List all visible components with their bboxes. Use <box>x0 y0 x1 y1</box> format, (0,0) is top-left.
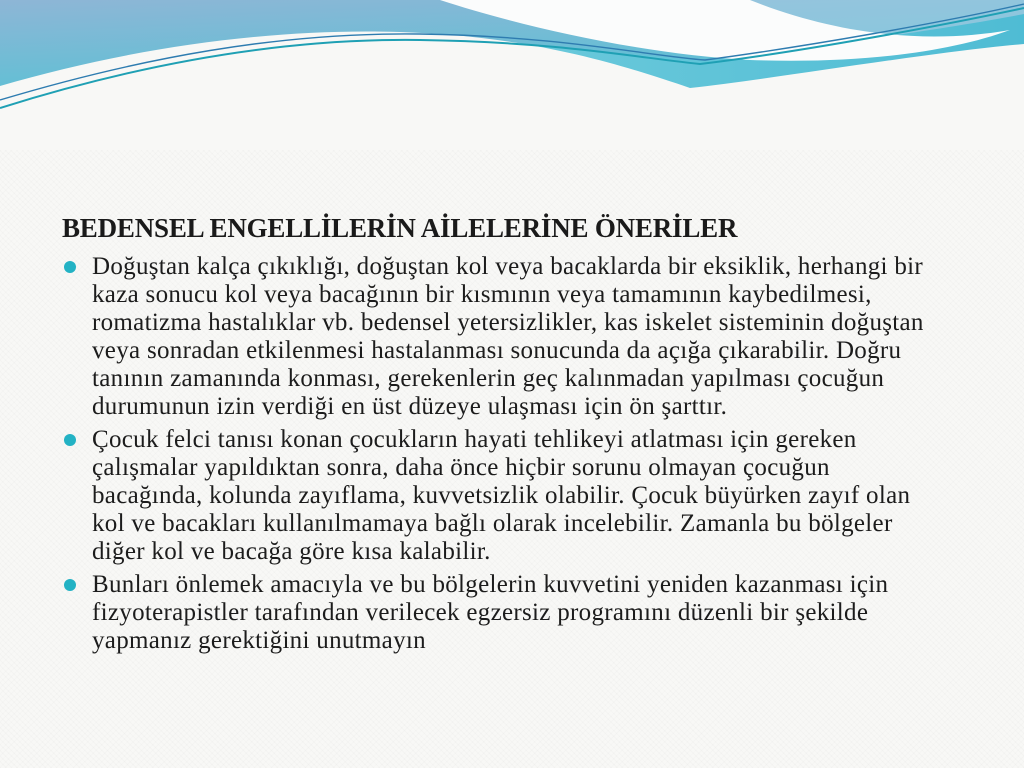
bullet-text: Bunları önlemek amacıyla ve bu bölgelerin kuvvetini yeniden kazanması için fizyoterapistler tarafından verilecek egzersiz programını düzenli bir şekilde yapmanız gerektiğini unutmayın <box>92 571 889 654</box>
bullet-text: Çocuk felci tanısı konan çocukların hayati tehlikeyi atlatması için gereken çalışmalar yapıldıktan sonra, daha önce hiçbir sorunu olmayan çocuğun bacağında, kolunda zayıflama, kuvvetsizlik olabilir. Çocuk büyürken zayıf olan kol ve bacakları kullanılmamaya bağlı olarak incelebilir. Zamanla bu bölgeler diğer kol ve bacağa göre kısa kalabilir. <box>92 426 911 565</box>
bullet-dot-icon <box>64 579 76 591</box>
bullet-item <box>62 571 942 655</box>
bullet-item <box>62 426 942 566</box>
bullet-dot-icon <box>64 434 76 446</box>
slide-content <box>62 0 960 660</box>
bullet-dot-icon <box>64 261 76 273</box>
bullet-text: Doğuştan kalça çıkıklığı, doğuştan kol veya bacaklarda bir eksiklik, herhangi bir kaza sonucu kol veya bacağının bir kısmının veya tamamının kaybedilmesi, romatizma hastalıklar vb. bedensel yetersizlikler, kas iskelet sisteminin doğuştan veya sonradan etkilenmesi hastalanması sonucunda da açığa çıkarabilir. Doğru tanının zamanında konması, gerekenlerin geç kalınmadan yapılması çocuğun durumunun izin verdiği en üst düzeye ulaşması için ön şarttır. <box>92 253 924 420</box>
slide-title: BEDENSEL ENGELLİLERİN AİLELERİNE ÖNERİLER <box>62 213 738 243</box>
bullet-list <box>62 253 942 655</box>
bullet-item <box>62 253 942 421</box>
